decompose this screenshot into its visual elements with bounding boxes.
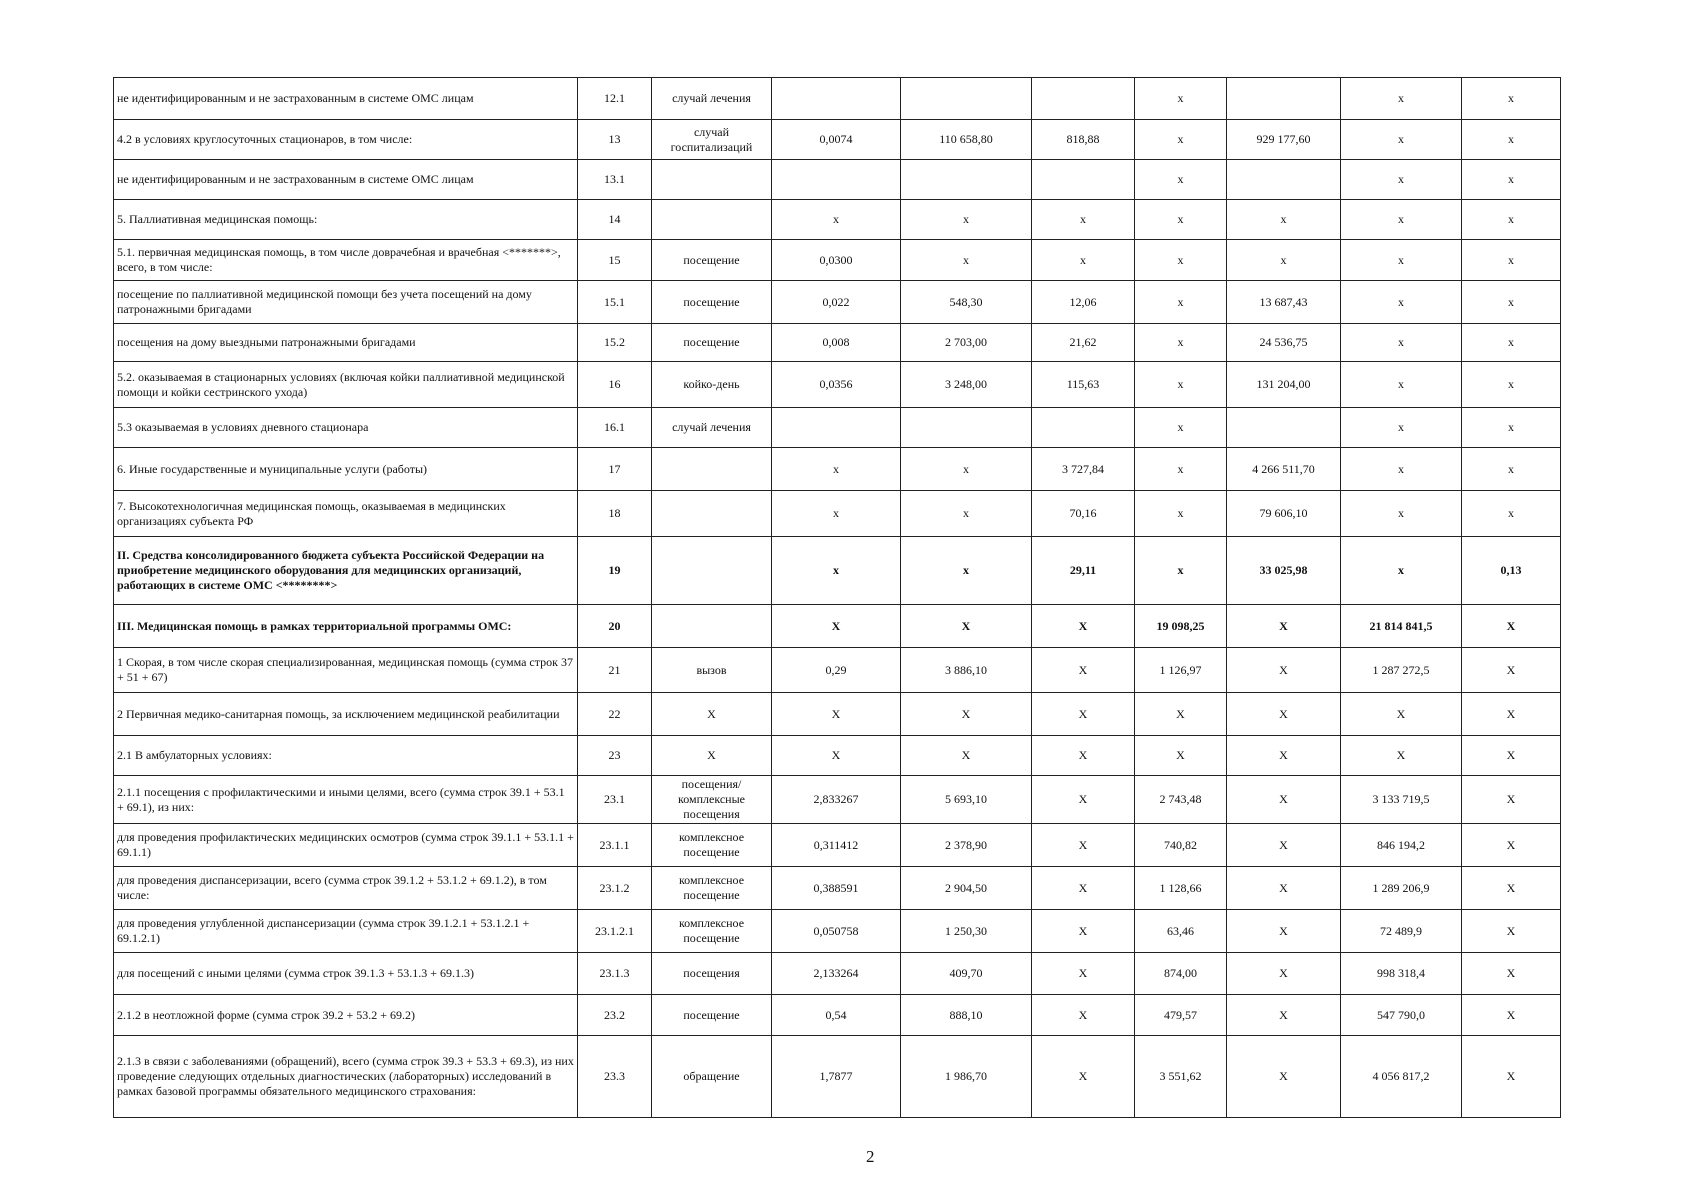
cell-c6: X — [1032, 824, 1135, 867]
table-row — [114, 408, 1561, 448]
cell-c5: 2 378,90 — [901, 824, 1032, 867]
row-code: 20 — [578, 605, 652, 648]
cell-c5: X — [901, 605, 1032, 648]
cell-c10: х — [1462, 281, 1561, 324]
row-unit: обращение — [652, 1036, 772, 1118]
cell-c4: 0,29 — [772, 648, 901, 693]
cell-c9: х — [1341, 362, 1462, 408]
cell-c4: 0,0300 — [772, 240, 901, 281]
row-code: 23.1.2.1 — [578, 910, 652, 953]
cell-c5: 1 250,30 — [901, 910, 1032, 953]
cell-c7: 479,57 — [1135, 995, 1227, 1036]
cell-c5: х — [901, 491, 1032, 537]
table-row — [114, 776, 1561, 824]
cell-c9: 1 289 206,9 — [1341, 867, 1462, 910]
cell-c4: X — [772, 736, 901, 776]
cell-c6: 29,11 — [1032, 537, 1135, 605]
cell-c7: х — [1135, 537, 1227, 605]
cell-c7: х — [1135, 160, 1227, 200]
table-row — [114, 362, 1561, 408]
cell-c4: 0,022 — [772, 281, 901, 324]
cell-c10: х — [1462, 200, 1561, 240]
cell-c7: х — [1135, 448, 1227, 491]
row-unit: койко-день — [652, 362, 772, 408]
row-code: 23.1.3 — [578, 953, 652, 995]
cell-c5: х — [901, 200, 1032, 240]
cell-c7: х — [1135, 240, 1227, 281]
row-unit: посещение — [652, 281, 772, 324]
cell-c6: X — [1032, 953, 1135, 995]
cell-c6 — [1032, 78, 1135, 120]
row-unit: X — [652, 736, 772, 776]
cell-c9: х — [1341, 160, 1462, 200]
cell-c5 — [901, 160, 1032, 200]
cell-c8: 79 606,10 — [1227, 491, 1341, 537]
row-code: 16 — [578, 362, 652, 408]
cell-c6: X — [1032, 995, 1135, 1036]
cell-c7: 874,00 — [1135, 953, 1227, 995]
row-code: 23.3 — [578, 1036, 652, 1118]
cell-c7: х — [1135, 281, 1227, 324]
cell-c6: X — [1032, 776, 1135, 824]
cell-c7: X — [1135, 693, 1227, 736]
cell-c6: х — [1032, 240, 1135, 281]
cell-c4: 0,0356 — [772, 362, 901, 408]
cell-c4: х — [772, 448, 901, 491]
row-unit — [652, 448, 772, 491]
cell-c10: X — [1462, 824, 1561, 867]
cell-c4 — [772, 408, 901, 448]
cell-c10: х — [1462, 120, 1561, 160]
cell-c6 — [1032, 408, 1135, 448]
table-row — [114, 537, 1561, 605]
cell-c5: 3 248,00 — [901, 362, 1032, 408]
cell-c7: х — [1135, 324, 1227, 362]
cell-c8: X — [1227, 867, 1341, 910]
row-name: для проведения диспансеризации, всего (сумма строк 39.1.2 + 53.1.2 + 69.1.2), в том числе: — [114, 867, 578, 910]
row-name: II. Средства консолидированного бюджета субъекта Российской Федерации на приобретение медицинского оборудования для медицинских организаций, работающих в системе ОМС <********> — [114, 537, 578, 605]
cell-c4 — [772, 78, 901, 120]
cell-c7: X — [1135, 736, 1227, 776]
row-name: 2.1.1 посещения с профилактическими и иными целями, всего (сумма строк 39.1 + 53.1 + 69.1), из них: — [114, 776, 578, 824]
cell-c10: х — [1462, 324, 1561, 362]
cell-c4: х — [772, 491, 901, 537]
cell-c8 — [1227, 78, 1341, 120]
cell-c5: х — [901, 240, 1032, 281]
row-code: 21 — [578, 648, 652, 693]
cell-c10: х — [1462, 408, 1561, 448]
row-code: 15.2 — [578, 324, 652, 362]
cell-c10: х — [1462, 448, 1561, 491]
table-row — [114, 240, 1561, 281]
cell-c8: X — [1227, 1036, 1341, 1118]
row-code: 15.1 — [578, 281, 652, 324]
row-code: 22 — [578, 693, 652, 736]
table-row — [114, 160, 1561, 200]
row-unit: вызов — [652, 648, 772, 693]
table-row — [114, 736, 1561, 776]
cell-c6: X — [1032, 736, 1135, 776]
cell-c4: 0,54 — [772, 995, 901, 1036]
row-name: 5.1. первичная медицинская помощь, в том числе доврачебная и врачебная <*******>, всего, в том числе: — [114, 240, 578, 281]
cell-c6: 70,16 — [1032, 491, 1135, 537]
table-row — [114, 120, 1561, 160]
row-code: 13.1 — [578, 160, 652, 200]
cell-c5: X — [901, 693, 1032, 736]
cell-c8: X — [1227, 910, 1341, 953]
cell-c10: X — [1462, 867, 1561, 910]
cell-c6: X — [1032, 693, 1135, 736]
cell-c7: 2 743,48 — [1135, 776, 1227, 824]
cell-c9: х — [1341, 120, 1462, 160]
cell-c6: 12,06 — [1032, 281, 1135, 324]
cell-c6: 818,88 — [1032, 120, 1135, 160]
row-unit — [652, 537, 772, 605]
row-code: 18 — [578, 491, 652, 537]
row-name: 7. Высокотехнологичная медицинская помощь, оказываемая в медицинских организациях субъекта РФ — [114, 491, 578, 537]
cell-c6: X — [1032, 648, 1135, 693]
cell-c10: X — [1462, 776, 1561, 824]
cell-c9: х — [1341, 281, 1462, 324]
cell-c8: X — [1227, 605, 1341, 648]
cell-c9: X — [1341, 736, 1462, 776]
cell-c9: X — [1341, 693, 1462, 736]
cell-c5: 2 904,50 — [901, 867, 1032, 910]
row-unit: случай лечения — [652, 78, 772, 120]
cell-c7: 1 126,97 — [1135, 648, 1227, 693]
cell-c4: 1,7877 — [772, 1036, 901, 1118]
data-table — [113, 77, 1561, 1118]
row-name: не идентифицированным и не застрахованным в системе ОМС лицам — [114, 78, 578, 120]
cell-c7: х — [1135, 491, 1227, 537]
cell-c4: X — [772, 605, 901, 648]
cell-c6: X — [1032, 910, 1135, 953]
cell-c8 — [1227, 408, 1341, 448]
cell-c6: X — [1032, 1036, 1135, 1118]
page-number: 2 — [866, 1147, 875, 1166]
row-unit: случай лечения — [652, 408, 772, 448]
cell-c9: 1 287 272,5 — [1341, 648, 1462, 693]
table-row — [114, 953, 1561, 995]
cell-c9: х — [1341, 448, 1462, 491]
cell-c8: 4 266 511,70 — [1227, 448, 1341, 491]
cell-c8: 13 687,43 — [1227, 281, 1341, 324]
cell-c8: 33 025,98 — [1227, 537, 1341, 605]
cell-c10: X — [1462, 648, 1561, 693]
cell-c10: X — [1462, 995, 1561, 1036]
cell-c5: X — [901, 736, 1032, 776]
row-code: 15 — [578, 240, 652, 281]
row-code: 23.1.1 — [578, 824, 652, 867]
cell-c9: х — [1341, 491, 1462, 537]
cell-c5: 2 703,00 — [901, 324, 1032, 362]
cell-c9: 3 133 719,5 — [1341, 776, 1462, 824]
cell-c6 — [1032, 160, 1135, 200]
cell-c7: 1 128,66 — [1135, 867, 1227, 910]
row-unit — [652, 160, 772, 200]
table-row — [114, 78, 1561, 120]
row-unit: комплексное посещение — [652, 867, 772, 910]
row-name: для проведения углубленной диспансеризации (сумма строк 39.1.2.1 + 53.1.2.1 + 69.1.2.1) — [114, 910, 578, 953]
cell-c8: х — [1227, 200, 1341, 240]
cell-c8: X — [1227, 824, 1341, 867]
cell-c10: X — [1462, 693, 1561, 736]
row-unit — [652, 200, 772, 240]
row-name: 5. Паллиативная медицинская помощь: — [114, 200, 578, 240]
row-code: 14 — [578, 200, 652, 240]
table-row — [114, 491, 1561, 537]
cell-c4: 0,008 — [772, 324, 901, 362]
cell-c7: х — [1135, 78, 1227, 120]
cell-c4: X — [772, 693, 901, 736]
cell-c9: 72 489,9 — [1341, 910, 1462, 953]
cell-c10: х — [1462, 362, 1561, 408]
cell-c5: х — [901, 537, 1032, 605]
cell-c5: 888,10 — [901, 995, 1032, 1036]
cell-c9: 846 194,2 — [1341, 824, 1462, 867]
row-unit: случай госпитализаций — [652, 120, 772, 160]
cell-c10: X — [1462, 1036, 1561, 1118]
row-name: 2.1.3 в связи с заболеваниями (обращений), всего (сумма строк 39.3 + 53.3 + 69.3), из них проведение следующих отдельных диагностических (лабораторных) исследований в рамках базовой программы обязательного медицинского страхования: — [114, 1036, 578, 1118]
row-code: 12.1 — [578, 78, 652, 120]
cell-c4: 2,133264 — [772, 953, 901, 995]
cell-c9: х — [1341, 537, 1462, 605]
row-name: 2 Первичная медико-санитарная помощь, за исключением медицинской реабилитации — [114, 693, 578, 736]
row-code: 23.2 — [578, 995, 652, 1036]
table-body — [114, 78, 1561, 1118]
cell-c6: 115,63 — [1032, 362, 1135, 408]
cell-c8: X — [1227, 995, 1341, 1036]
row-code: 23 — [578, 736, 652, 776]
cell-c10: 0,13 — [1462, 537, 1561, 605]
cell-c7: х — [1135, 362, 1227, 408]
cell-c9: 4 056 817,2 — [1341, 1036, 1462, 1118]
cell-c5 — [901, 408, 1032, 448]
cell-c10: х — [1462, 160, 1561, 200]
row-name: для проведения профилактических медицинских осмотров (сумма строк 39.1.1 + 53.1.1 + 69.1.1) — [114, 824, 578, 867]
row-unit: комплексное посещение — [652, 824, 772, 867]
cell-c7: 19 098,25 — [1135, 605, 1227, 648]
cell-c8 — [1227, 160, 1341, 200]
row-name: 1 Скорая, в том числе скорая специализированная, медицинская помощь (сумма строк 37 + 51 + 67) — [114, 648, 578, 693]
cell-c5 — [901, 78, 1032, 120]
cell-c4: 0,311412 — [772, 824, 901, 867]
cell-c10: X — [1462, 736, 1561, 776]
row-name: 5.3 оказываемая в условиях дневного стационара — [114, 408, 578, 448]
cell-c8: 131 204,00 — [1227, 362, 1341, 408]
row-name: III. Медицинская помощь в рамках территориальной программы ОМС: — [114, 605, 578, 648]
cell-c4: 0,050758 — [772, 910, 901, 953]
cell-c4: 2,833267 — [772, 776, 901, 824]
row-unit: посещение — [652, 995, 772, 1036]
table-row — [114, 448, 1561, 491]
cell-c5: 5 693,10 — [901, 776, 1032, 824]
cell-c10: X — [1462, 605, 1561, 648]
cell-c10: х — [1462, 240, 1561, 281]
table-row — [114, 605, 1561, 648]
cell-c4 — [772, 160, 901, 200]
cell-c4: х — [772, 200, 901, 240]
cell-c6: 3 727,84 — [1032, 448, 1135, 491]
row-name: 2.1.2 в неотложной форме (сумма строк 39.2 + 53.2 + 69.2) — [114, 995, 578, 1036]
cell-c9: 998 318,4 — [1341, 953, 1462, 995]
row-unit: посещения/ комплексные посещения — [652, 776, 772, 824]
row-code: 17 — [578, 448, 652, 491]
table-row — [114, 824, 1561, 867]
cell-c5: 3 886,10 — [901, 648, 1032, 693]
row-name: 5.2. оказываемая в стационарных условиях (включая койки паллиативной медицинской помощи и койки сестринского ухода) — [114, 362, 578, 408]
row-unit — [652, 605, 772, 648]
cell-c7: 740,82 — [1135, 824, 1227, 867]
cell-c6: 21,62 — [1032, 324, 1135, 362]
cell-c4: 0,388591 — [772, 867, 901, 910]
row-unit: X — [652, 693, 772, 736]
cell-c10: х — [1462, 78, 1561, 120]
table-row — [114, 648, 1561, 693]
cell-c7: х — [1135, 120, 1227, 160]
cell-c4: 0,0074 — [772, 120, 901, 160]
cell-c5: х — [901, 448, 1032, 491]
row-unit: посещения — [652, 953, 772, 995]
cell-c7: х — [1135, 408, 1227, 448]
cell-c8: 929 177,60 — [1227, 120, 1341, 160]
table-row — [114, 693, 1561, 736]
row-unit: посещение — [652, 240, 772, 281]
cell-c6: X — [1032, 605, 1135, 648]
row-code: 19 — [578, 537, 652, 605]
cell-c7: 3 551,62 — [1135, 1036, 1227, 1118]
cell-c6: X — [1032, 867, 1135, 910]
cell-c9: х — [1341, 200, 1462, 240]
row-name: для посещений с иными целями (сумма строк 39.1.3 + 53.1.3 + 69.1.3) — [114, 953, 578, 995]
cell-c10: X — [1462, 953, 1561, 995]
cell-c9: 547 790,0 — [1341, 995, 1462, 1036]
row-name: посещение по паллиативной медицинской помощи без учета посещений на дому патронажными бригадами — [114, 281, 578, 324]
table-row — [114, 910, 1561, 953]
table-row — [114, 281, 1561, 324]
table-row — [114, 867, 1561, 910]
cell-c8: X — [1227, 776, 1341, 824]
cell-c10: х — [1462, 491, 1561, 537]
row-name: 4.2 в условиях круглосуточных стационаров, в том числе: — [114, 120, 578, 160]
row-unit: комплексное посещение — [652, 910, 772, 953]
cell-c4: х — [772, 537, 901, 605]
cell-c8: х — [1227, 240, 1341, 281]
table-row — [114, 324, 1561, 362]
cell-c9: 21 814 841,5 — [1341, 605, 1462, 648]
cell-c5: 548,30 — [901, 281, 1032, 324]
cell-c5: 409,70 — [901, 953, 1032, 995]
row-name: 6. Иные государственные и муниципальные услуги (работы) — [114, 448, 578, 491]
cell-c7: 63,46 — [1135, 910, 1227, 953]
cell-c8: X — [1227, 736, 1341, 776]
row-name: не идентифицированным и не застрахованным в системе ОМС лицам — [114, 160, 578, 200]
cell-c9: х — [1341, 408, 1462, 448]
cell-c8: 24 536,75 — [1227, 324, 1341, 362]
table-row — [114, 1036, 1561, 1118]
row-code: 23.1.2 — [578, 867, 652, 910]
cell-c9: х — [1341, 240, 1462, 281]
row-unit: посещение — [652, 324, 772, 362]
row-code: 23.1 — [578, 776, 652, 824]
row-code: 16.1 — [578, 408, 652, 448]
cell-c6: х — [1032, 200, 1135, 240]
cell-c5: 1 986,70 — [901, 1036, 1032, 1118]
row-unit — [652, 491, 772, 537]
cell-c9: х — [1341, 78, 1462, 120]
cell-c8: X — [1227, 953, 1341, 995]
cell-c5: 110 658,80 — [901, 120, 1032, 160]
cell-c7: х — [1135, 200, 1227, 240]
row-code: 13 — [578, 120, 652, 160]
table-row — [114, 200, 1561, 240]
table-row — [114, 995, 1561, 1036]
cell-c9: х — [1341, 324, 1462, 362]
cell-c8: X — [1227, 693, 1341, 736]
cell-c8: X — [1227, 648, 1341, 693]
row-name: посещения на дому выездными патронажными бригадами — [114, 324, 578, 362]
row-name: 2.1 В амбулаторных условиях: — [114, 736, 578, 776]
cell-c10: X — [1462, 910, 1561, 953]
